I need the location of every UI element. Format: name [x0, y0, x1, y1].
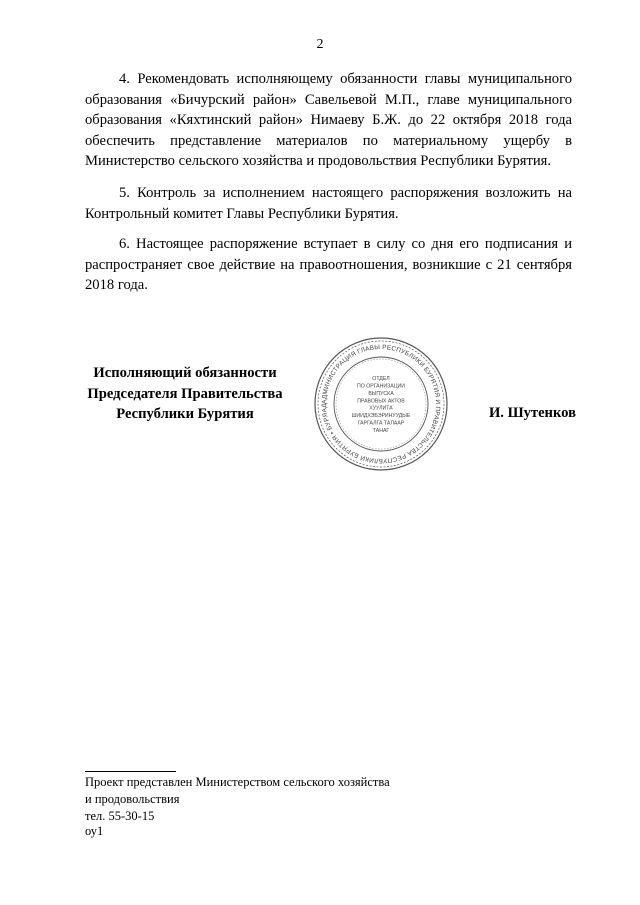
stamp-ring-text: АДМИНИСТРАЦИЯ ГЛАВЫ РЕСПУБЛИКИ БУРЯТИЯ И ПРАВИТЕЛЬСТВА РЕСПУБЛИКИ БУРЯТИЯ • БУРЯАД	[320, 343, 442, 465]
stamp-center-line: ОТДЕЛ	[372, 376, 390, 383]
footnote	[85, 774, 390, 825]
stamp-center-line: ПО ОРГАНИЗАЦИИ	[357, 383, 405, 390]
footnote-divider	[85, 771, 176, 772]
footnote-line: тел. 55-30-15	[85, 809, 155, 823]
paragraph-6: 6. Настоящее распоряжение вступает в силу со дня его подписания и распространяет свое действие на правоотношения, возникшие с 21 сентября 2018 года.	[85, 236, 572, 293]
stamp-center-line: ПРАВОВЫХ АКТОВ	[357, 398, 405, 405]
footnote-line: и продовольствия	[85, 792, 180, 806]
signatory-name: И. Шутенков	[488, 405, 576, 421]
stamp-center-line: ГАРГАЛГА ТАЛААР	[357, 420, 405, 427]
signatory-title-line: Республики Бурятия	[116, 406, 254, 422]
page-number: 2	[316, 37, 324, 52]
stamp-center-line: ХУУЛИТА	[369, 405, 393, 412]
stamp-center-line: ВЫПУСКА	[368, 390, 394, 397]
footnote-line: Проект представлен Министерством сельского хозяйства	[85, 775, 390, 789]
signatory-title-line: Исполняющий обязанности	[93, 365, 277, 381]
document-code: оу1	[85, 824, 104, 838]
stamp-center-text	[352, 376, 411, 434]
stamp-icon	[312, 335, 450, 473]
paragraph-5: 5. Контроль за исполнением настоящего распоряжения возложить на Контрольный комитет Главы Республики Бурятия.	[85, 185, 572, 222]
stamp-center-line: ТАНАГ	[372, 427, 390, 434]
signatory-title-line: Председателя Правительства	[87, 385, 283, 402]
official-stamp	[312, 335, 450, 473]
paragraph-4: 4. Рекомендовать исполняющему обязанности главы муниципального образования «Бичурский район» Савельевой М.П., главе муниципального образования «Кяхтинский район» Нимаеву Б.Ж. до 22 октября 2018 года обеспечить представление материалов по материальному ущербу в Министерство сельского хозяйства и продовольствия Республики Бурятия.	[85, 71, 572, 169]
signatory-title	[85, 363, 285, 425]
stamp-center-line: ШИИДХЭБЭРИНУУДЫЕ	[351, 413, 411, 420]
